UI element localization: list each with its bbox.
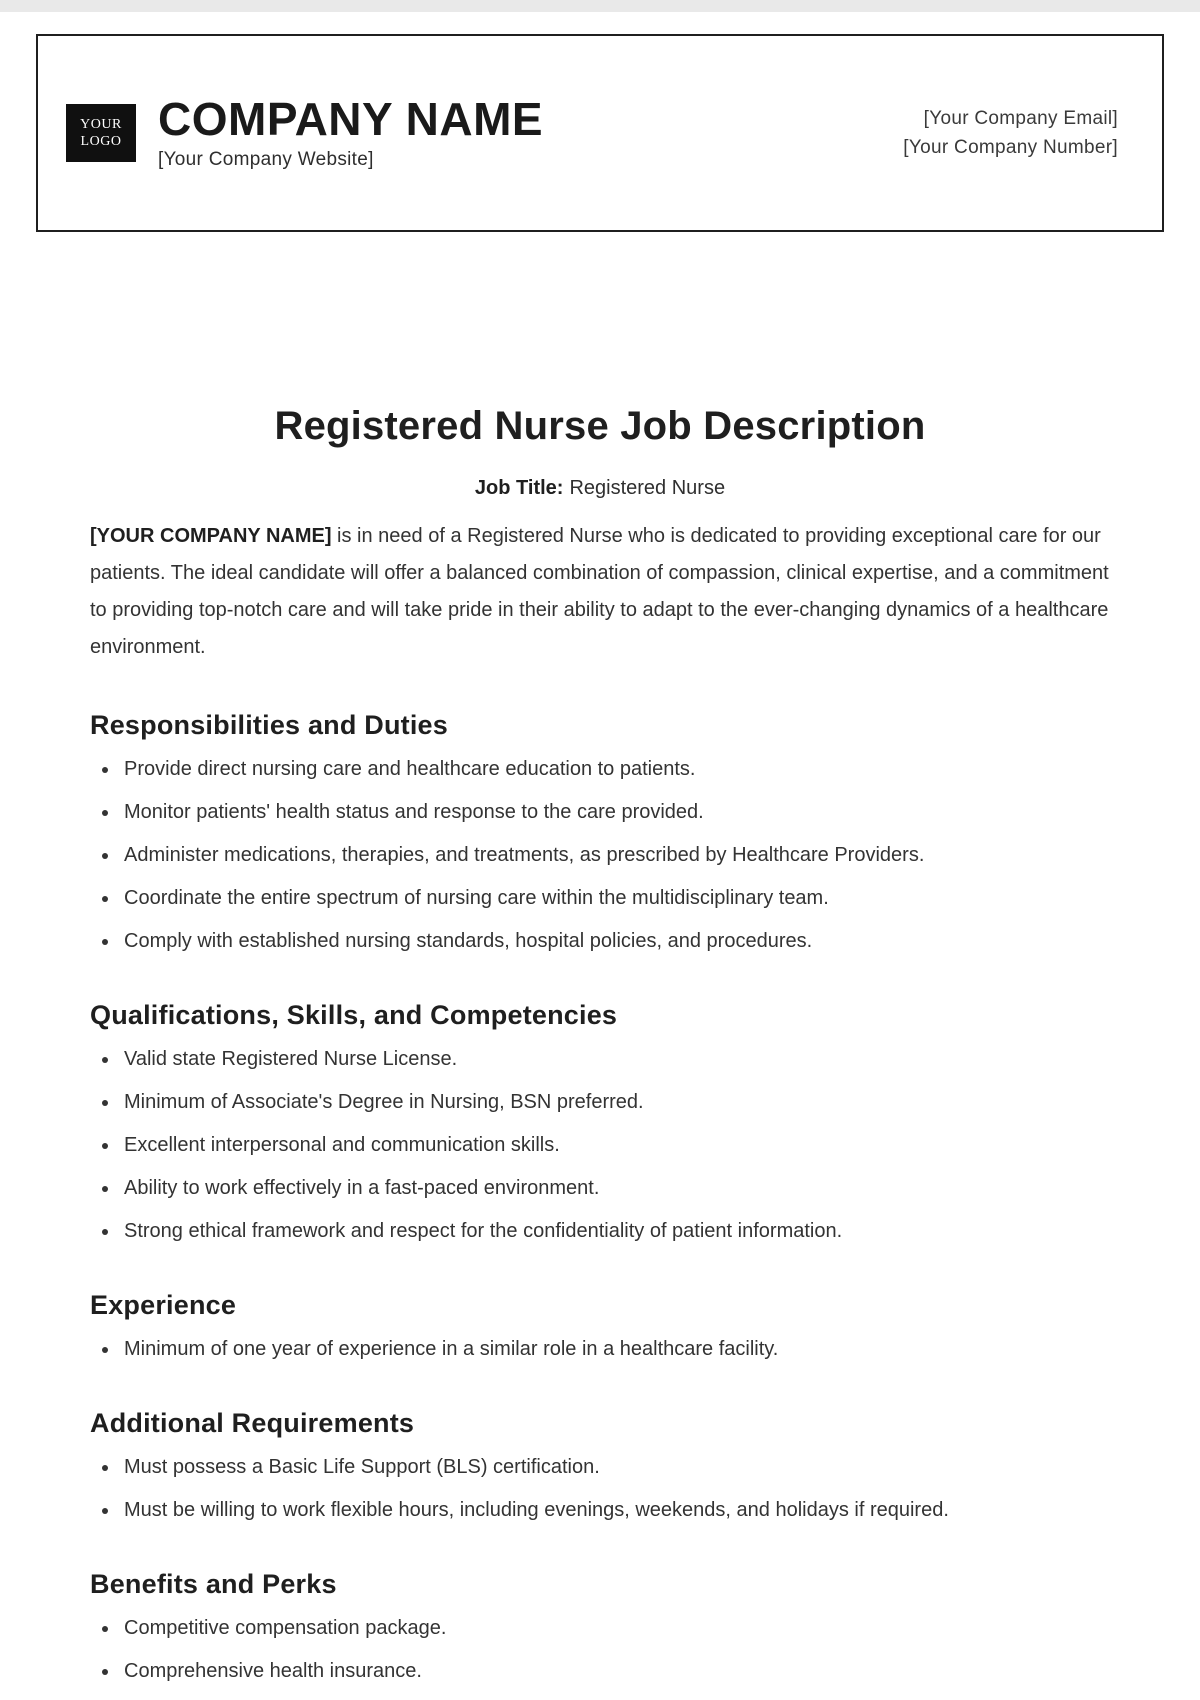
- document-body: [0, 404, 1200, 1686]
- intro-text: is in need of a Registered Nurse who is dedicated to providing exceptional care for our patients. The ideal candidate will offer a balanced combination of compassion, clinical expertise, and a commitment to providing top-notch care and will take pride in their ability to adapt to the ever-changing dynamics of a healthcare environment.: [90, 525, 1109, 658]
- section-heading: Experience: [90, 1290, 237, 1320]
- bullet-item: • Comprehensive health insurance.: [120, 1657, 1110, 1686]
- bullet-item: • Provide direct nursing care and healthcare education to patients.: [120, 755, 1110, 784]
- company-block: [158, 92, 903, 171]
- letterhead: [36, 34, 1164, 232]
- company-contact-block: [903, 104, 1118, 163]
- intro-company-name: [YOUR COMPANY NAME]: [90, 525, 332, 547]
- sections: [90, 710, 1110, 1686]
- logo-text-line1: YOUR: [80, 116, 122, 132]
- section: [90, 1569, 1110, 1686]
- section-bullet-list: [90, 1614, 1110, 1686]
- bullet-item: • Coordinate the entire spectrum of nursing care within the multidisciplinary team.: [120, 884, 1110, 913]
- bullet-item: • Competitive compensation package.: [120, 1614, 1110, 1643]
- intro-paragraph: [90, 518, 1110, 666]
- bullet-item: • Must be willing to work flexible hours, including evenings, weekends, and holidays if required.: [120, 1496, 1110, 1525]
- section-bullet-list: [90, 755, 1110, 956]
- company-number: [Your Company Number]: [903, 137, 1118, 158]
- section-bullet-list: [90, 1453, 1110, 1525]
- bullet-item: • Strong ethical framework and respect for the confidentiality of patient information.: [120, 1217, 1110, 1246]
- bullet-item: • Comply with established nursing standards, hospital policies, and procedures.: [120, 927, 1110, 956]
- section-heading: Responsibilities and Duties: [90, 710, 448, 740]
- page-title: Registered Nurse Job Description: [274, 404, 926, 448]
- job-title-value: Registered Nurse: [569, 477, 726, 499]
- section-heading: Additional Requirements: [90, 1408, 415, 1438]
- section: [90, 1408, 1110, 1525]
- bullet-item: • Minimum of Associate's Degree in Nursing, BSN preferred.: [120, 1088, 1110, 1117]
- bullet-item: • Administer medications, therapies, and treatments, as prescribed by Healthcare Providers.: [120, 841, 1110, 870]
- logo-text-line2: LOGO: [80, 134, 122, 149]
- bullet-item: • Valid state Registered Nurse License.: [120, 1045, 1110, 1074]
- bullet-item: • Minimum of one year of experience in a similar role in a healthcare facility.: [120, 1335, 1110, 1364]
- section: [90, 710, 1110, 956]
- bullet-item: • Monitor patients' health status and response to the care provided.: [120, 798, 1110, 827]
- company-website: [Your Company Website]: [158, 149, 374, 171]
- company-email: [Your Company Email]: [923, 107, 1118, 129]
- bullet-item: • Must possess a Basic Life Support (BLS) certification.: [120, 1453, 1110, 1482]
- section: [90, 1000, 1110, 1246]
- page-top-edge: [0, 0, 1200, 12]
- section-heading: Qualifications, Skills, and Competencies: [90, 1000, 618, 1030]
- bullet-item: • Excellent interpersonal and communication skills.: [120, 1131, 1110, 1160]
- company-logo: [66, 104, 136, 162]
- job-title-line: [90, 477, 1110, 500]
- section-bullet-list: [90, 1335, 1110, 1364]
- section-bullet-list: [90, 1045, 1110, 1246]
- job-title-label: Job Title:: [474, 477, 564, 499]
- section-heading: Benefits and Perks: [90, 1569, 337, 1599]
- section: [90, 1290, 1110, 1364]
- company-name: COMPANY NAME: [158, 92, 544, 145]
- bullet-item: • Ability to work effectively in a fast-paced environment.: [120, 1174, 1110, 1203]
